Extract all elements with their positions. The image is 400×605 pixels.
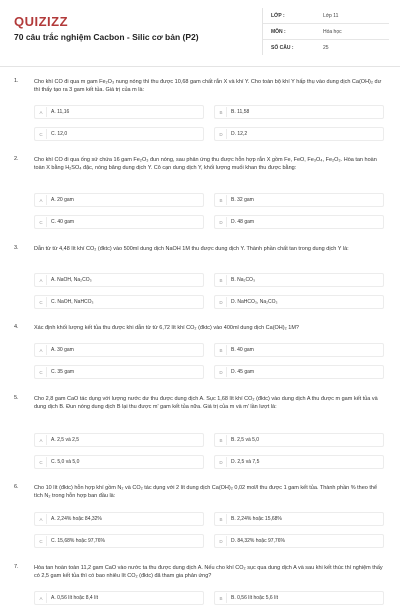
option-d[interactable] bbox=[214, 295, 384, 309]
option-letter: A bbox=[36, 514, 47, 524]
option-text: B. 2,24% hoặc 15,68% bbox=[231, 516, 282, 522]
question-text: Dẫn từ từ 4,48 lít khí CO₂ (đktc) vào 500ml dung dịch NaOH 1M thu được dung dịch Y. Thành phần chất tan trong dung dịch Y là: bbox=[34, 246, 349, 252]
option-b[interactable] bbox=[214, 343, 384, 357]
option-letter: D bbox=[216, 217, 227, 227]
option-letter: A bbox=[36, 195, 47, 205]
option-letter: D bbox=[216, 457, 227, 467]
option-text: C. 15,68% hoặc 97,76% bbox=[51, 538, 105, 544]
option-text: C. 40 gam bbox=[51, 219, 75, 225]
option-letter: B bbox=[216, 195, 227, 205]
meta-value: Lớp 11 bbox=[323, 12, 339, 19]
question-text: Cho khí CO đi qua m gam Fe₂O₃ nung nóng thì thu được 10,68 gam chất rắn X và khí Y. Cho toàn bộ khí Y hấp thụ vào dung dịch Ca(OH)₂ dư thì thấy tạo ra 3 gam kết tủa. Giá trị của m là: bbox=[34, 79, 382, 93]
option-letter: A bbox=[36, 275, 47, 285]
option-letter: B bbox=[216, 514, 227, 524]
option-letter: D bbox=[216, 129, 227, 139]
option-text: A. 20 gam bbox=[51, 197, 74, 203]
question-text: Cho 10 lít (đktc) hỗn hợp khí gồm N₂ và CO₂ tác dụng với 2 lít dung dịch Ca(OH)₂ 0,02 mol/l thu được 1 gam kết tủa. Thành phần % theo thể tích N₂ trong hỗn hợp ban đầu là: bbox=[34, 485, 378, 499]
option-letter: A bbox=[36, 593, 47, 603]
option-c[interactable] bbox=[34, 365, 204, 379]
option-text: D. 45 gam bbox=[231, 369, 255, 375]
option-d[interactable] bbox=[214, 215, 384, 229]
meta-label: SỐ CÂU : bbox=[271, 44, 294, 51]
option-c[interactable] bbox=[34, 295, 204, 309]
option-b[interactable] bbox=[214, 512, 384, 526]
option-a[interactable] bbox=[34, 273, 204, 287]
option-letter: B bbox=[216, 593, 227, 603]
option-text: D. 84,32% hoặc 97,76% bbox=[231, 538, 285, 544]
option-text: B. 2,5 và 5,0 bbox=[231, 437, 260, 443]
meta-value: 25 bbox=[323, 44, 329, 51]
option-letter: B bbox=[216, 275, 227, 285]
question-text: Xác định khối lượng kết tủa thu được khi dẫn từ từ 6,72 lít khí CO₂ (đktc) vào 400ml dung dịch Ca(OH)₂ 1M? bbox=[34, 325, 299, 331]
option-c[interactable] bbox=[34, 455, 204, 469]
meta-row-grade bbox=[263, 8, 389, 24]
option-d[interactable] bbox=[214, 127, 384, 141]
meta-row-question-count bbox=[263, 40, 389, 55]
option-d[interactable] bbox=[214, 365, 384, 379]
option-text: C. 12,0 bbox=[51, 131, 68, 137]
question-number: 7. bbox=[14, 564, 19, 570]
option-a[interactable] bbox=[34, 105, 204, 119]
meta-label: LỚP : bbox=[271, 12, 285, 19]
option-text: D. 12,2 bbox=[231, 131, 248, 137]
question-number: 4. bbox=[14, 324, 19, 330]
option-c[interactable] bbox=[34, 534, 204, 548]
question-number: 5. bbox=[14, 395, 19, 401]
option-text: C. NaOH, NaHCO₃ bbox=[51, 299, 94, 305]
option-b[interactable] bbox=[214, 193, 384, 207]
option-a[interactable] bbox=[34, 433, 204, 447]
option-b[interactable] bbox=[214, 273, 384, 287]
option-text: D. 48 gam bbox=[231, 219, 255, 225]
option-letter: D bbox=[216, 367, 227, 377]
question-number: 3. bbox=[14, 245, 19, 251]
option-a[interactable] bbox=[34, 591, 204, 605]
header-divider bbox=[0, 66, 400, 67]
option-d[interactable] bbox=[214, 455, 384, 469]
worksheet-header bbox=[0, 0, 400, 62]
option-text: A. 0,56 lít hoặc 8,4 lít bbox=[51, 595, 98, 601]
option-letter: C bbox=[36, 129, 47, 139]
question-text: Cho khí CO đi qua ống sứ chứa 16 gam Fe₂O₃ đun nóng, sau phản ứng thu được hỗn hợp rắn X gồm Fe, FeO, Fe₃O₄, Fe₂O₃. Hòa tan hoàn toàn X bằng H₂SO₄ đặc, nóng băng dung dịch Y. Cô cạn dung dịch Y, khối lượng muối khan thu được bằng: bbox=[34, 157, 377, 171]
quizizz-logo: QUIZIZZ bbox=[14, 14, 69, 29]
meta-value: Hóa học bbox=[323, 28, 342, 35]
question-text: Hòa tan hoàn toàn 11,2 gam CaO vào nước ta thu được dung dịch A. Nếu cho khí CO₂ sục qua dung dịch A và sau khi kết thúc thí nghiệm thấy có 2,5 gam kết tủa thì có bao nhiêu lít CO₂ (đktc) đã tham gia phản ứng? bbox=[34, 565, 383, 579]
option-letter: B bbox=[216, 435, 227, 445]
question-number: 6. bbox=[14, 484, 19, 490]
question-number: 2. bbox=[14, 156, 19, 162]
question-number: 1. bbox=[14, 78, 19, 84]
option-text: C. 35 gam bbox=[51, 369, 75, 375]
option-text: B. 0,56 lít hoặc 5,6 lít bbox=[231, 595, 278, 601]
option-text: A. 2,24% hoặc 84,32% bbox=[51, 516, 102, 522]
worksheet-title: 70 câu trắc nghiệm Cacbon - Silic cơ bản (P2) bbox=[14, 32, 199, 42]
option-text: A. 11,16 bbox=[51, 109, 70, 115]
option-text: D. NaHCO₃, Na₂CO₃ bbox=[231, 299, 278, 305]
option-letter: C bbox=[36, 217, 47, 227]
option-letter: D bbox=[216, 297, 227, 307]
option-text: D. 2,5 và 7,5 bbox=[231, 459, 260, 465]
option-text: A. 30 gam bbox=[51, 347, 74, 353]
option-letter: D bbox=[216, 536, 227, 546]
option-text: A. 2,5 và 2,5 bbox=[51, 437, 80, 443]
option-d[interactable] bbox=[214, 534, 384, 548]
option-text: C. 5,0 và 5,0 bbox=[51, 459, 80, 465]
option-a[interactable] bbox=[34, 343, 204, 357]
option-c[interactable] bbox=[34, 127, 204, 141]
question-text: Cho 2,8 gam CaO tác dụng với lượng nước dư thu được dung dịch A. Sục 1,68 lít khí CO₂ (đktc) vào dung dịch A thu được m gam kết tủa và dung dịch B. Đun nóng dung dịch B lại thu được m' gam kết tủa nữa. Giá trị của m và m' lần lượt là: bbox=[34, 396, 378, 410]
option-letter: B bbox=[216, 107, 227, 117]
option-letter: B bbox=[216, 345, 227, 355]
meta-label: MÔN : bbox=[271, 28, 286, 35]
option-c[interactable] bbox=[34, 215, 204, 229]
option-letter: C bbox=[36, 297, 47, 307]
option-letter: A bbox=[36, 107, 47, 117]
option-letter: A bbox=[36, 435, 47, 445]
option-text: B. 11,58 bbox=[231, 109, 250, 115]
worksheet-meta-table bbox=[262, 8, 389, 55]
option-b[interactable] bbox=[214, 433, 384, 447]
option-letter: C bbox=[36, 536, 47, 546]
option-text: A. NaOH, Na₂CO₃ bbox=[51, 277, 92, 283]
meta-row-subject bbox=[263, 24, 389, 40]
option-text: B. 40 gam bbox=[231, 347, 254, 353]
option-b[interactable] bbox=[214, 105, 384, 119]
option-letter: C bbox=[36, 367, 47, 377]
option-a[interactable] bbox=[34, 512, 204, 526]
option-text: B. 32 gam bbox=[231, 197, 254, 203]
option-letter: C bbox=[36, 457, 47, 467]
option-a[interactable] bbox=[34, 193, 204, 207]
option-letter: A bbox=[36, 345, 47, 355]
option-b[interactable] bbox=[214, 591, 384, 605]
option-text: B. Na₂CO₃ bbox=[231, 277, 255, 283]
